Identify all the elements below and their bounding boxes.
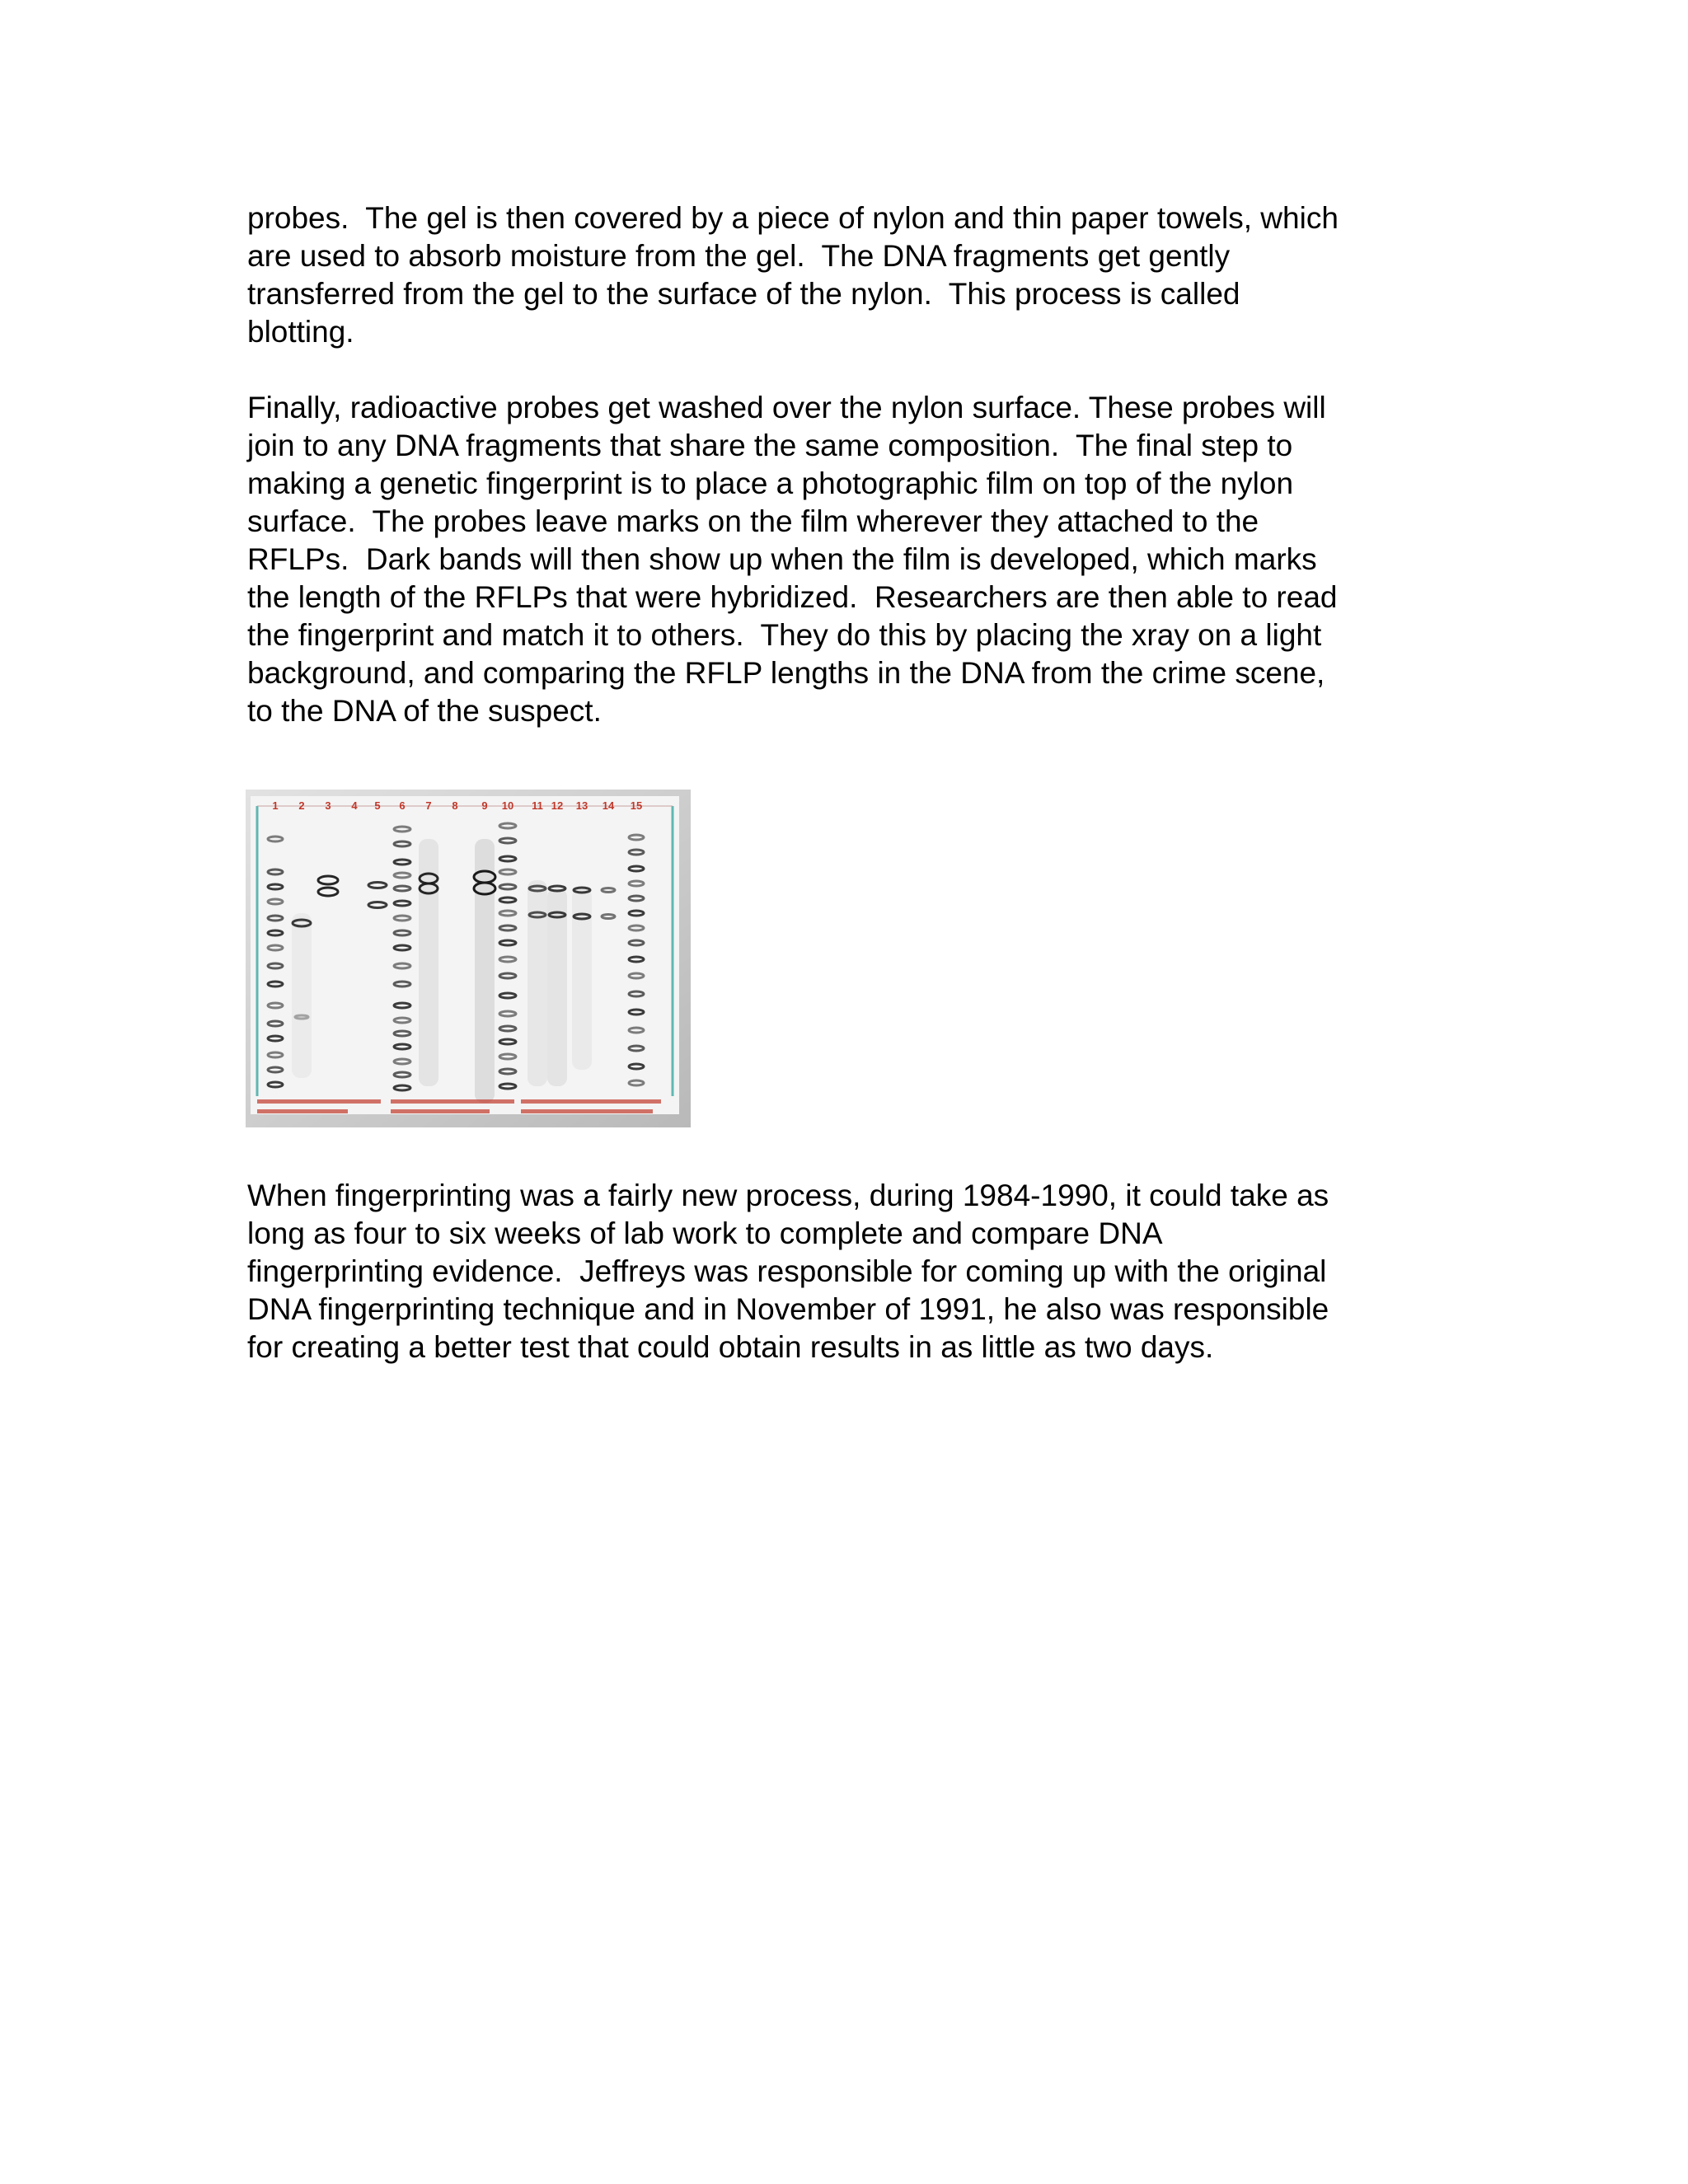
gel-footer-mark <box>521 1109 653 1113</box>
paragraph-history <box>247 1177 1451 1366</box>
text-line: DNA fingerprinting technique and in November of 1991, he also was responsible <box>247 1292 1329 1326</box>
gel-lane-label: 4 <box>351 799 358 812</box>
gel-footer-mark <box>521 1099 661 1104</box>
text-line: making a genetic fingerprint is to place a photographic film on top of the nylon <box>247 466 1294 500</box>
gel-lane-label: 14 <box>602 799 615 812</box>
paragraph-blotting <box>247 199 1451 351</box>
gel-lane-label: 1 <box>272 799 279 812</box>
gel-lane-label: 9 <box>481 799 488 812</box>
text-line: surface. The probes leave marks on the film wherever they attached to the <box>247 504 1259 538</box>
gel-lane-label: 7 <box>425 799 432 812</box>
text-line: transferred from the gel to the surface of the nylon. This process is called <box>247 277 1240 311</box>
gel-lane-label: 5 <box>374 799 381 812</box>
gel-lane-label: 6 <box>399 799 406 812</box>
text-line: RFLPs. Dark bands will then show up when the film is developed, which marks <box>247 542 1317 576</box>
text-line: probes. The gel is then covered by a piece of nylon and thin paper towels, which <box>247 201 1339 235</box>
text-line: join to any DNA fragments that share the same composition. The final step to <box>247 429 1293 462</box>
dna-fingerprint-gel-image <box>246 790 691 1127</box>
gel-lane-label: 2 <box>298 799 305 812</box>
gel-lane-label: 15 <box>630 799 643 812</box>
gel-image-svg <box>246 790 691 1127</box>
gel-footer-mark <box>257 1099 381 1104</box>
gel-smear <box>292 913 312 1078</box>
text-line: blotting. <box>247 315 354 349</box>
gel-lane-label: 11 <box>532 799 543 812</box>
gel-footer-mark <box>257 1109 348 1113</box>
gel-lane-label: 10 <box>501 799 514 812</box>
gel-lane-label: 3 <box>325 799 331 812</box>
gel-lane-labels <box>272 799 642 812</box>
text-line: for creating a better test that could obtain results in as little as two days. <box>247 1330 1214 1364</box>
gel-footer-mark <box>391 1099 514 1104</box>
gel-smear <box>475 839 495 1103</box>
text-line: fingerprinting evidence. Jeffreys was responsible for coming up with the original <box>247 1254 1327 1288</box>
text-line: When fingerprinting was a fairly new process, during 1984-1990, it could take as <box>247 1179 1329 1212</box>
gel-background <box>251 796 679 1114</box>
gel-lane-label: 12 <box>551 799 564 812</box>
gel-lane-label: 13 <box>575 799 588 812</box>
text-line: the length of the RFLPs that were hybridized. Researchers are then able to read <box>247 580 1338 614</box>
gel-footer-mark <box>391 1109 490 1113</box>
text-line: background, and comparing the RFLP lengths in the DNA from the crime scene, <box>247 656 1325 690</box>
paragraph-probes <box>247 389 1451 730</box>
text-line: are used to absorb moisture from the gel. The DNA fragments get gently <box>247 239 1231 273</box>
text-line: the fingerprint and match it to others. They do this by placing the xray on a light <box>247 618 1322 652</box>
gel-lane-label: 8 <box>452 799 458 812</box>
text-line: to the DNA of the suspect. <box>247 694 602 728</box>
text-line: long as four to six weeks of lab work to complete and compare DNA <box>247 1216 1163 1250</box>
text-line: Finally, radioactive probes get washed over the nylon surface. These probes will <box>247 391 1326 424</box>
